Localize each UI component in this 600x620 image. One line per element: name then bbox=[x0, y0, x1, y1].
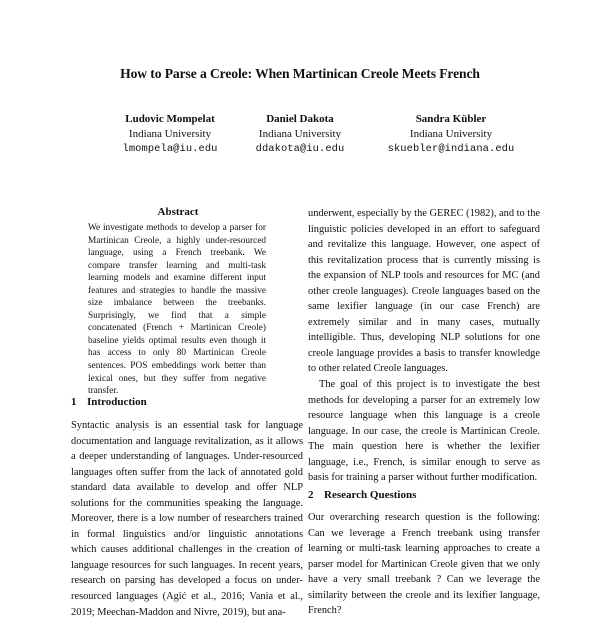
abstract-heading: Abstract bbox=[157, 206, 199, 218]
abstract-text: We investigate methods to develop a parser for Martinican Creole, a highly under-resourced language, using a French treebank. We compare transfer learning and multi-task learning models and examine different input features and strategies to handle the massive size imbalance between the treebanks. Surprisingly, we find that a simple concatenated (French + Martinican Creole) baseline yields optimal results even though it has access to only 80 Martinican Creole sentences. POS embeddings work better than lexical ones, but they suffer from negative transfer. bbox=[88, 223, 266, 397]
author-affiliation: Indiana University bbox=[128, 128, 212, 140]
author-email: ddakota@iu.edu bbox=[255, 143, 345, 155]
author-affiliation: Indiana University bbox=[258, 128, 342, 140]
author-block-3 bbox=[366, 112, 536, 157]
body-paragraph-2: The goal of this project is to investigate the best methods for developing a parser for an extremely low resource language when this language is a creole language. In our case, the creole is Martinican Creole. The main question here is whether the lexifier language, i.e., French, is similar enough to serve as basis for training a parser without further modification. bbox=[308, 379, 540, 484]
author-email: lmompela@iu.edu bbox=[122, 143, 218, 155]
author-block-2 bbox=[215, 112, 385, 157]
section-1-heading bbox=[71, 396, 147, 408]
author-name: Ludovic Mompelat bbox=[125, 113, 215, 125]
section-number: 2 bbox=[308, 489, 314, 501]
paper-title: How to Parse a Creole: When Martinican Creole Meets French bbox=[120, 66, 480, 81]
section-number: 1 bbox=[71, 396, 77, 408]
author-name: Sandra Kübler bbox=[415, 113, 487, 125]
author-affiliation: Indiana University bbox=[409, 128, 493, 140]
intro-body bbox=[71, 418, 303, 618]
section-2-heading bbox=[308, 489, 416, 501]
intro-paragraph: Syntactic analysis is an essential task for language documentation and language revitalization, as it allows a deeper understanding of languages. Under-resourced languages often suffer from the lack of annotated gold standard data available to develop and offer NLP solutions for the communities speaking the language. Moreover, there is a low number of researchers trained in formal linguistics and/or linguistic annotations which causes additional challenges in the creation of language resources for such languages. In recent years, research on parsing has developed a focus on under-resourced languages (Agić et al., 2016; Vania et al., 2019; Meechan-Maddon and Nivre, 2019), but ana- bbox=[71, 420, 303, 618]
right-column-body bbox=[308, 206, 540, 486]
section-title: Introduction bbox=[87, 396, 147, 408]
research-paragraph: Our overarching research question is the following: Can we leverage a French treebank using transfer learning or multi-task learning approaches to create a parser model for Martinican Creole given that we only have a very small treebank ? Can we leverage the similarity between the creole and its lexifier language, French? bbox=[308, 512, 540, 617]
author-name: Daniel Dakota bbox=[266, 113, 334, 125]
section-title: Research Questions bbox=[324, 489, 417, 501]
body-paragraph-1: underwent, especially by the GEREC (1982), and to the linguistic policies developed in an effort to safeguard and revitalize this language. However, one aspect of this revitalization process that is currently missing is the expansion of NLP tools and resources for MC (and other creole languages). Creole languages based on the same lexifier language (in our case French) are extremely similar and in many cases, mutually intelligible. Thus, developing NLP solutions for one creole language provides a basis to transfer knowledge to other related Creole languages. bbox=[308, 208, 540, 375]
author-email: skuebler@indiana.edu bbox=[387, 143, 515, 155]
research-body bbox=[308, 510, 540, 617]
